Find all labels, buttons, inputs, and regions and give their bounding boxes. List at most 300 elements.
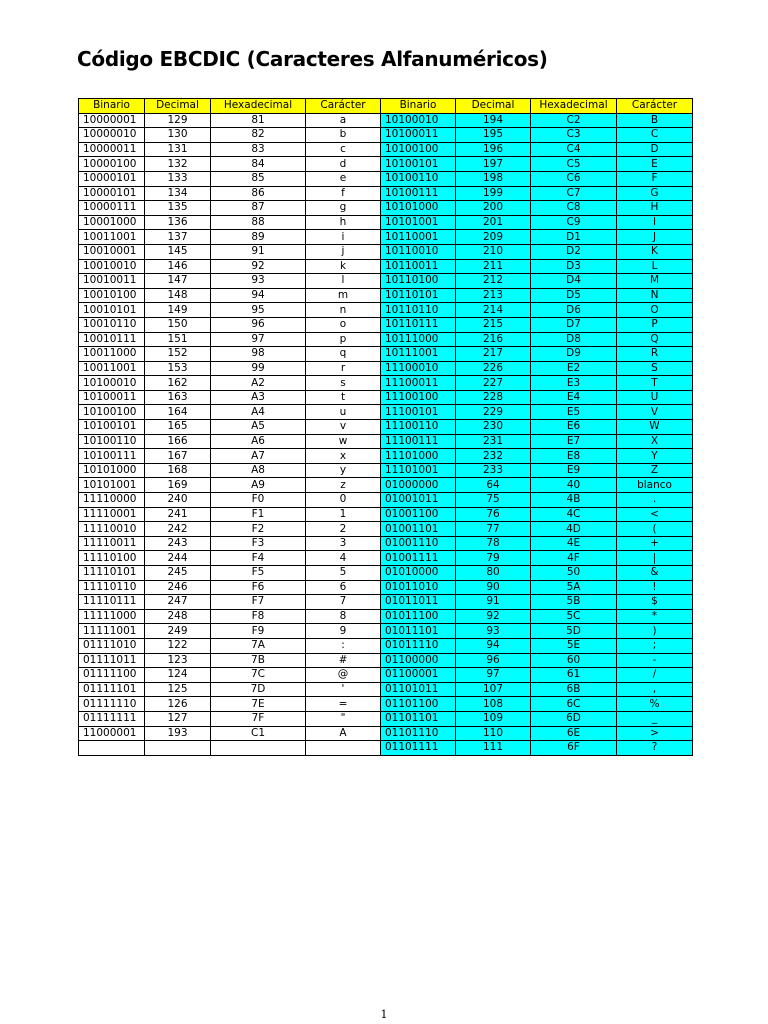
char-cell: % — [617, 697, 693, 712]
char-cell: w — [306, 434, 381, 449]
decimal-cell: 133 — [145, 171, 211, 186]
decimal-cell: 93 — [456, 624, 531, 639]
binary-cell: 01111101 — [79, 682, 145, 697]
char-cell: M — [617, 274, 693, 289]
header-cell: Binario — [79, 99, 145, 114]
decimal-cell: 78 — [456, 536, 531, 551]
hex-cell: 7C — [211, 668, 306, 683]
hex-cell: 7B — [211, 653, 306, 668]
binary-cell: 01001101 — [381, 522, 456, 537]
hex-cell: 5A — [531, 580, 617, 595]
char-cell: 7 — [306, 595, 381, 610]
table-row — [79, 551, 693, 566]
hex-cell: 4F — [531, 551, 617, 566]
hex-cell: 6F — [531, 741, 617, 756]
hex-cell: 4E — [531, 536, 617, 551]
decimal-cell: 137 — [145, 230, 211, 245]
table-row — [79, 711, 693, 726]
hex-cell: A8 — [211, 463, 306, 478]
hex-cell: 99 — [211, 361, 306, 376]
hex-cell: 83 — [211, 142, 306, 157]
table-row — [79, 741, 693, 756]
hex-cell: D9 — [531, 347, 617, 362]
binary-cell: 11100101 — [381, 405, 456, 420]
hex-cell: C3 — [531, 128, 617, 143]
binary-cell: 10100110 — [79, 434, 145, 449]
decimal-cell: 211 — [456, 259, 531, 274]
table-row — [79, 536, 693, 551]
char-cell: ; — [617, 638, 693, 653]
char-cell: : — [306, 638, 381, 653]
hex-cell: 81 — [211, 113, 306, 128]
decimal-cell: 107 — [456, 682, 531, 697]
char-cell: h — [306, 215, 381, 230]
decimal-cell: 241 — [145, 507, 211, 522]
binary-cell: 11110100 — [79, 551, 145, 566]
decimal-cell: 165 — [145, 420, 211, 435]
hex-cell: 5D — [531, 624, 617, 639]
decimal-cell: 214 — [456, 303, 531, 318]
char-cell: t — [306, 390, 381, 405]
binary-cell: 11100111 — [381, 434, 456, 449]
binary-cell: 11100011 — [381, 376, 456, 391]
table-row — [79, 638, 693, 653]
char-cell: L — [617, 259, 693, 274]
table-row — [79, 609, 693, 624]
char-cell: 1 — [306, 507, 381, 522]
decimal-cell: 90 — [456, 580, 531, 595]
hex-cell — [211, 741, 306, 756]
hex-cell: 4B — [531, 493, 617, 508]
decimal-cell: 92 — [456, 609, 531, 624]
char-cell: | — [617, 551, 693, 566]
table-row — [79, 230, 693, 245]
decimal-cell: 64 — [456, 478, 531, 493]
hex-cell: 61 — [531, 668, 617, 683]
decimal-cell: 167 — [145, 449, 211, 464]
hex-cell: A2 — [211, 376, 306, 391]
header-row — [79, 99, 693, 114]
ebcdic-table — [78, 98, 693, 756]
hex-cell: D5 — [531, 288, 617, 303]
hex-cell: C4 — [531, 142, 617, 157]
char-cell: 2 — [306, 522, 381, 537]
header-cell: Hexadecimal — [531, 99, 617, 114]
char-cell: > — [617, 726, 693, 741]
table-row — [79, 522, 693, 537]
binary-cell: 10110100 — [381, 274, 456, 289]
decimal-cell — [145, 741, 211, 756]
char-cell: i — [306, 230, 381, 245]
decimal-cell: 198 — [456, 171, 531, 186]
char-cell: X — [617, 434, 693, 449]
char-cell: m — [306, 288, 381, 303]
hex-cell: 84 — [211, 157, 306, 172]
binary-cell: 01101110 — [381, 726, 456, 741]
hex-cell: D1 — [531, 230, 617, 245]
binary-cell: 01111100 — [79, 668, 145, 683]
char-cell: l — [306, 274, 381, 289]
binary-cell: 11111000 — [79, 609, 145, 624]
char-cell: = — [306, 697, 381, 712]
decimal-cell: 96 — [456, 653, 531, 668]
header-cell: Hexadecimal — [211, 99, 306, 114]
hex-cell: 7F — [211, 711, 306, 726]
char-cell: 9 — [306, 624, 381, 639]
hex-cell: 7E — [211, 697, 306, 712]
binary-cell: 10000010 — [79, 128, 145, 143]
hex-cell: E6 — [531, 420, 617, 435]
char-cell: @ — [306, 668, 381, 683]
hex-cell: C5 — [531, 157, 617, 172]
char-cell: R — [617, 347, 693, 362]
binary-cell: 11110111 — [79, 595, 145, 610]
hex-cell: E2 — [531, 361, 617, 376]
table-row — [79, 405, 693, 420]
char-cell: S — [617, 361, 693, 376]
decimal-cell: 152 — [145, 347, 211, 362]
table-row — [79, 215, 693, 230]
char-cell: / — [617, 668, 693, 683]
table-row — [79, 376, 693, 391]
char-cell: B — [617, 113, 693, 128]
decimal-cell: 195 — [456, 128, 531, 143]
hex-cell: A7 — [211, 449, 306, 464]
hex-cell: 94 — [211, 288, 306, 303]
binary-cell: 10010011 — [79, 274, 145, 289]
hex-cell: D3 — [531, 259, 617, 274]
decimal-cell: 212 — [456, 274, 531, 289]
char-cell: n — [306, 303, 381, 318]
hex-cell: 40 — [531, 478, 617, 493]
binary-cell: 10100110 — [381, 171, 456, 186]
hex-cell: C2 — [531, 113, 617, 128]
decimal-cell: 163 — [145, 390, 211, 405]
decimal-cell: 216 — [456, 332, 531, 347]
header-cell: Decimal — [145, 99, 211, 114]
table-row — [79, 274, 693, 289]
decimal-cell: 244 — [145, 551, 211, 566]
hex-cell: 5E — [531, 638, 617, 653]
decimal-cell: 168 — [145, 463, 211, 478]
hex-cell: 95 — [211, 303, 306, 318]
char-cell: q — [306, 347, 381, 362]
binary-cell: 11110110 — [79, 580, 145, 595]
binary-cell: 01101111 — [381, 741, 456, 756]
binary-cell: 10101001 — [79, 478, 145, 493]
binary-cell: 01001111 — [381, 551, 456, 566]
hex-cell: F4 — [211, 551, 306, 566]
table-row — [79, 595, 693, 610]
char-cell: Z — [617, 463, 693, 478]
binary-cell: 01001011 — [381, 493, 456, 508]
table-row — [79, 142, 693, 157]
hex-cell: 91 — [211, 244, 306, 259]
decimal-cell: 94 — [456, 638, 531, 653]
binary-cell: 10110010 — [381, 244, 456, 259]
binary-cell: 10100101 — [79, 420, 145, 435]
decimal-cell: 76 — [456, 507, 531, 522]
hex-cell: 93 — [211, 274, 306, 289]
table-row — [79, 726, 693, 741]
binary-cell: 11110001 — [79, 507, 145, 522]
table-row — [79, 201, 693, 216]
decimal-cell: 248 — [145, 609, 211, 624]
decimal-cell: 228 — [456, 390, 531, 405]
hex-cell: 86 — [211, 186, 306, 201]
binary-cell: 10110111 — [381, 317, 456, 332]
binary-cell: 10110001 — [381, 230, 456, 245]
table-row — [79, 317, 693, 332]
binary-cell: 10100011 — [79, 390, 145, 405]
decimal-cell: 134 — [145, 186, 211, 201]
page-number: 1 — [380, 1008, 388, 1021]
table-row — [79, 157, 693, 172]
decimal-cell: 108 — [456, 697, 531, 712]
decimal-cell: 153 — [145, 361, 211, 376]
binary-cell: 01111111 — [79, 711, 145, 726]
decimal-cell: 91 — [456, 595, 531, 610]
binary-cell: 01100000 — [381, 653, 456, 668]
decimal-cell: 135 — [145, 201, 211, 216]
binary-cell: 10100111 — [79, 449, 145, 464]
decimal-cell: 194 — [456, 113, 531, 128]
hex-cell: 89 — [211, 230, 306, 245]
char-cell: s — [306, 376, 381, 391]
hex-cell: E4 — [531, 390, 617, 405]
table-row — [79, 682, 693, 697]
binary-cell: 10010110 — [79, 317, 145, 332]
decimal-cell: 124 — [145, 668, 211, 683]
table-row — [79, 171, 693, 186]
char-cell: V — [617, 405, 693, 420]
decimal-cell: 123 — [145, 653, 211, 668]
binary-cell: 01111010 — [79, 638, 145, 653]
char-cell: ) — [617, 624, 693, 639]
decimal-cell: 232 — [456, 449, 531, 464]
decimal-cell: 166 — [145, 434, 211, 449]
hex-cell: 5C — [531, 609, 617, 624]
char-cell: U — [617, 390, 693, 405]
binary-cell: 01111110 — [79, 697, 145, 712]
char-cell: K — [617, 244, 693, 259]
decimal-cell: 164 — [145, 405, 211, 420]
char-cell: ? — [617, 741, 693, 756]
hex-cell: F7 — [211, 595, 306, 610]
decimal-cell: 130 — [145, 128, 211, 143]
hex-cell: C1 — [211, 726, 306, 741]
char-cell: _ — [617, 711, 693, 726]
decimal-cell: 247 — [145, 595, 211, 610]
binary-cell: 10110011 — [381, 259, 456, 274]
binary-cell: 10100011 — [381, 128, 456, 143]
char-cell: r — [306, 361, 381, 376]
decimal-cell: 200 — [456, 201, 531, 216]
char-cell: G — [617, 186, 693, 201]
hex-cell: 5B — [531, 595, 617, 610]
hex-cell: 92 — [211, 259, 306, 274]
hex-cell: 4C — [531, 507, 617, 522]
table-row — [79, 113, 693, 128]
char-cell: P — [617, 317, 693, 332]
decimal-cell: 125 — [145, 682, 211, 697]
decimal-cell: 199 — [456, 186, 531, 201]
char-cell: ' — [306, 682, 381, 697]
hex-cell: F6 — [211, 580, 306, 595]
binary-cell: 10011001 — [79, 361, 145, 376]
hex-cell: D7 — [531, 317, 617, 332]
char-cell: I — [617, 215, 693, 230]
table-row — [79, 697, 693, 712]
binary-cell: 11101000 — [381, 449, 456, 464]
char-cell: A — [306, 726, 381, 741]
decimal-cell: 240 — [145, 493, 211, 508]
char-cell: u — [306, 405, 381, 420]
binary-cell: 10000101 — [79, 186, 145, 201]
binary-cell: 10101001 — [381, 215, 456, 230]
binary-cell: 10111000 — [381, 332, 456, 347]
hex-cell: F1 — [211, 507, 306, 522]
hex-cell: 97 — [211, 332, 306, 347]
binary-cell: 01000000 — [381, 478, 456, 493]
binary-cell: 11000001 — [79, 726, 145, 741]
char-cell: + — [617, 536, 693, 551]
hex-cell: 7A — [211, 638, 306, 653]
decimal-cell: 79 — [456, 551, 531, 566]
binary-cell: 11100110 — [381, 420, 456, 435]
binary-cell: 01100001 — [381, 668, 456, 683]
decimal-cell: 129 — [145, 113, 211, 128]
table-row — [79, 449, 693, 464]
decimal-cell: 162 — [145, 376, 211, 391]
char-cell: a — [306, 113, 381, 128]
decimal-cell: 132 — [145, 157, 211, 172]
decimal-cell: 80 — [456, 566, 531, 581]
char-cell: Q — [617, 332, 693, 347]
binary-cell: 10100010 — [381, 113, 456, 128]
binary-cell: 11110010 — [79, 522, 145, 537]
binary-cell: 10011001 — [79, 230, 145, 245]
decimal-cell: 77 — [456, 522, 531, 537]
char-cell: ! — [617, 580, 693, 595]
hex-cell: C6 — [531, 171, 617, 186]
table-row — [79, 507, 693, 522]
hex-cell: F2 — [211, 522, 306, 537]
char-cell: o — [306, 317, 381, 332]
decimal-cell: 217 — [456, 347, 531, 362]
decimal-cell: 209 — [456, 230, 531, 245]
header-cell: Decimal — [456, 99, 531, 114]
decimal-cell: 149 — [145, 303, 211, 318]
char-cell: O — [617, 303, 693, 318]
table-body — [79, 113, 693, 755]
char-cell: J — [617, 230, 693, 245]
binary-cell: 11100100 — [381, 390, 456, 405]
table-row — [79, 361, 693, 376]
table-row — [79, 390, 693, 405]
binary-cell: 10010111 — [79, 332, 145, 347]
char-cell: p — [306, 332, 381, 347]
decimal-cell: 122 — [145, 638, 211, 653]
hex-cell: 50 — [531, 566, 617, 581]
char-cell: " — [306, 711, 381, 726]
decimal-cell: 146 — [145, 259, 211, 274]
char-cell: x — [306, 449, 381, 464]
decimal-cell: 233 — [456, 463, 531, 478]
char-cell — [306, 741, 381, 756]
hex-cell: D4 — [531, 274, 617, 289]
table-row — [79, 303, 693, 318]
hex-cell: D8 — [531, 332, 617, 347]
table-row — [79, 332, 693, 347]
char-cell: e — [306, 171, 381, 186]
hex-cell: C8 — [531, 201, 617, 216]
binary-cell: 01101100 — [381, 697, 456, 712]
decimal-cell: 243 — [145, 536, 211, 551]
table-row — [79, 668, 693, 683]
decimal-cell: 109 — [456, 711, 531, 726]
char-cell: y — [306, 463, 381, 478]
char-cell: W — [617, 420, 693, 435]
hex-cell: 6E — [531, 726, 617, 741]
table-row — [79, 580, 693, 595]
hex-cell: 6C — [531, 697, 617, 712]
hex-cell: E3 — [531, 376, 617, 391]
binary-cell: 01001110 — [381, 536, 456, 551]
binary-cell: 10011000 — [79, 347, 145, 362]
binary-cell: 01011101 — [381, 624, 456, 639]
table-row — [79, 128, 693, 143]
char-cell: 3 — [306, 536, 381, 551]
table-row — [79, 259, 693, 274]
char-cell: d — [306, 157, 381, 172]
binary-cell: 10001000 — [79, 215, 145, 230]
hex-cell: A6 — [211, 434, 306, 449]
decimal-cell: 196 — [456, 142, 531, 157]
char-cell: ( — [617, 522, 693, 537]
hex-cell: E5 — [531, 405, 617, 420]
binary-cell: 01101101 — [381, 711, 456, 726]
hex-cell: 6D — [531, 711, 617, 726]
binary-cell: 10100101 — [381, 157, 456, 172]
binary-cell: 01101011 — [381, 682, 456, 697]
binary-cell: 10111001 — [381, 347, 456, 362]
table-row — [79, 624, 693, 639]
binary-cell: 01011100 — [381, 609, 456, 624]
binary-cell: 10010101 — [79, 303, 145, 318]
decimal-cell: 110 — [456, 726, 531, 741]
binary-cell: 01011011 — [381, 595, 456, 610]
hex-cell: C7 — [531, 186, 617, 201]
decimal-cell: 136 — [145, 215, 211, 230]
binary-cell: 10100100 — [381, 142, 456, 157]
decimal-cell: 215 — [456, 317, 531, 332]
char-cell: 0 — [306, 493, 381, 508]
decimal-cell: 131 — [145, 142, 211, 157]
char-cell: b — [306, 128, 381, 143]
decimal-cell: 145 — [145, 244, 211, 259]
char-cell: $ — [617, 595, 693, 610]
hex-cell: 87 — [211, 201, 306, 216]
char-cell: , — [617, 682, 693, 697]
table-row — [79, 493, 693, 508]
binary-cell: 10101000 — [381, 201, 456, 216]
char-cell: 8 — [306, 609, 381, 624]
page-title: Código EBCDIC (Caracteres Alfanuméricos) — [77, 47, 548, 71]
decimal-cell: 127 — [145, 711, 211, 726]
table-row — [79, 478, 693, 493]
binary-cell: 10110110 — [381, 303, 456, 318]
